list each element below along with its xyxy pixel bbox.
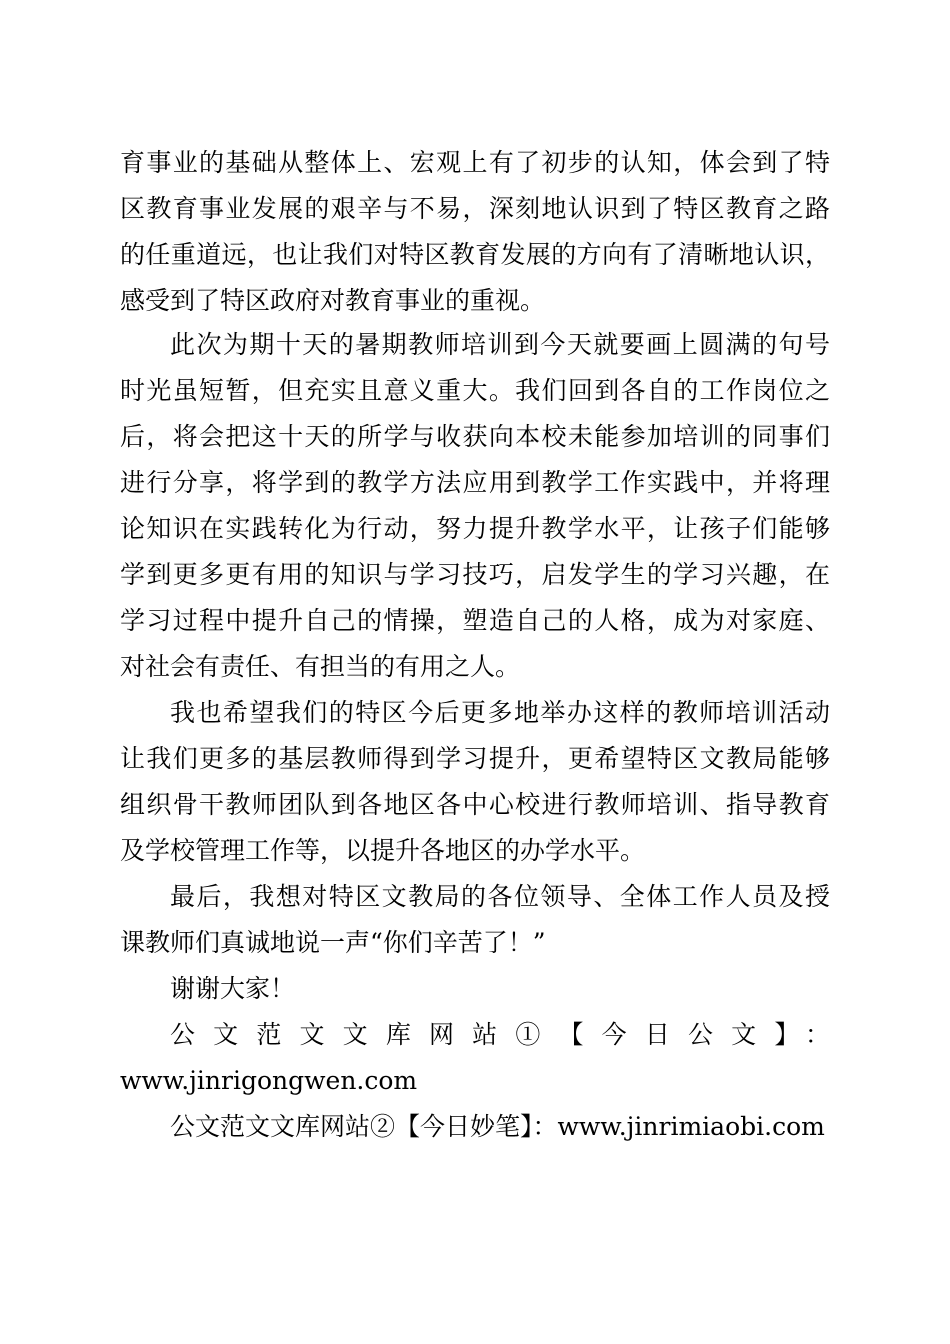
paragraph-3-line-2: 让我们更多的基层教师得到学习提升，更希望特区文教局能够 — [120, 744, 830, 773]
footer-site1-url[interactable]: www.jinrigongwen.com — [120, 1066, 418, 1095]
paragraph-3-line-3: 组织骨干教师团队到各地区各中心校进行教师培训、指导教育 — [120, 790, 830, 819]
footer-site1-label: 公文范文文库网站①【今日公文】： — [170, 1020, 830, 1049]
paragraph-3-line-1: 我也希望我们的特区今后更多地举办这样的教师培训活动 — [170, 698, 830, 727]
paragraph-1-line-4: 感受到了特区政府对教育事业的重视。 — [120, 286, 546, 315]
paragraph-4-line-2: 课教师们真诚地说一声“你们辛苦了！” — [120, 928, 546, 957]
paragraph-1-line-3: 的任重道远，也让我们对特区教育发展的方向有了清晰地认识， — [120, 240, 830, 269]
paragraph-1-line-2: 区教育事业发展的艰辛与不易，深刻地认识到了特区教育之路 — [120, 194, 830, 223]
paragraph-2-line-4: 进行分享，将学到的教学方法应用到教学工作实践中，并将理 — [120, 468, 830, 497]
paragraph-1-line-1: 育事业的基础从整体上、宏观上有了初步的认知，体会到了特 — [120, 148, 830, 177]
paragraph-2-line-5: 论知识在实践转化为行动，努力提升教学水平，让孩子们能够 — [120, 514, 830, 543]
paragraph-2-line-7: 学习过程中提升自己的情操，塑造自己的人格，成为对家庭、 — [120, 606, 830, 635]
closing-thanks: 谢谢大家！ — [170, 974, 296, 1003]
paragraph-2-line-8: 对社会有责任、有担当的有用之人。 — [120, 652, 521, 681]
paragraph-2-line-3: 后，将会把这十天的所学与收获向本校未能参加培训的同事们 — [120, 422, 830, 451]
paragraph-2-line-6: 学到更多更有用的知识与学习技巧，启发学生的学习兴趣，在 — [120, 560, 830, 589]
footer-site2[interactable]: 公文范文文库网站②【今日妙笔】：www.jinrimiaobi.com — [170, 1112, 825, 1141]
paragraph-4-line-1: 最后，我想对特区文教局的各位领导、全体工作人员及授 — [170, 882, 830, 911]
paragraph-2-line-1: 此次为期十天的暑期教师培训到今天就要画上圆满的句号 — [170, 330, 830, 359]
paragraph-2-line-2: 时光虽短暂，但充实且意义重大。我们回到各自的工作岗位之 — [120, 376, 830, 405]
paragraph-3-line-4: 及学校管理工作等，以提升各地区的办学水平。 — [120, 836, 646, 865]
